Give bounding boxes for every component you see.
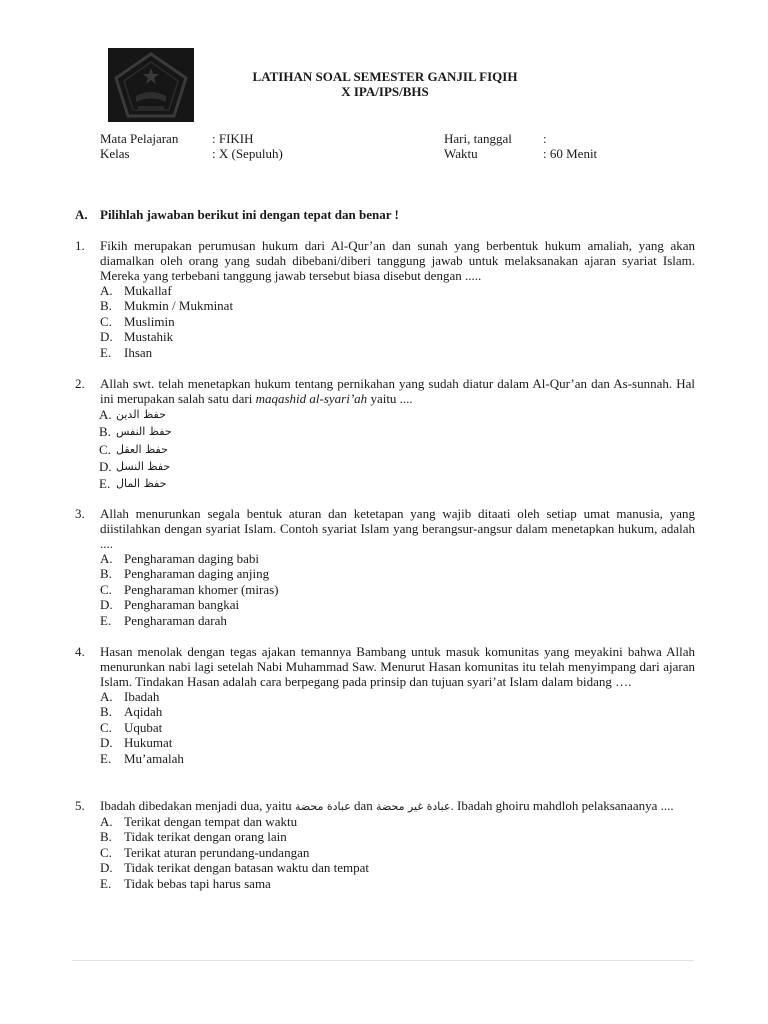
question-stem: Fikih merupakan perumusan hukum dari Al-Qur’an dan sunah yang berbentuk hukum amaliah, yang akan diamalkan oleh orang yang sudah dibebani/diberi tanggung jawab untuk melaksanakan ajaran syariat Islam. Mereka yang terbebani tanggung jawab tersebut biasa disebut dengan .....: [100, 238, 695, 283]
option-list: [100, 551, 695, 628]
question-number: 3.: [75, 506, 85, 521]
option-e[interactable]: E. Ihsan: [100, 344, 153, 360]
option-b[interactable]: B. حفظ النفس: [99, 424, 172, 440]
question-1: [75, 238, 695, 360]
question-stem: Allah swt. telah menetapkan hukum tentang pernikahan yang sudah diatur dalam Al-Qur’an dan As-sunnah. Hal ini merupakan salah satu dari maqashid al-syari’ah yaitu ....: [100, 376, 695, 406]
option-c[interactable]: C. Terikat aturan perundang-undangan: [100, 844, 310, 860]
option-c[interactable]: C. Pengharaman khomer (miras): [100, 581, 279, 597]
date-label: Hari, tanggal: [444, 131, 512, 146]
option-c[interactable]: C. Uqubat: [100, 719, 163, 735]
option-list: [100, 814, 695, 891]
option-c[interactable]: C. حفظ العقل: [99, 441, 168, 457]
option-list: [100, 689, 695, 766]
option-a[interactable]: A. Pengharaman daging babi: [100, 551, 260, 566]
option-d[interactable]: D. Mustahik: [100, 329, 174, 345]
option-b[interactable]: B. Pengharaman daging anjing: [100, 566, 270, 582]
arabic-term-ghairu-mahdhah: عبادة غير محضة: [376, 800, 451, 813]
school-emblem-logo: [108, 48, 194, 122]
section-label: A.: [75, 207, 88, 222]
option-list: [99, 406, 695, 492]
question-number: 1.: [75, 238, 85, 253]
time-label: Waktu: [444, 146, 478, 161]
arabic-term-mahdhah: عبادة محضة: [294, 800, 351, 813]
question-number: 2.: [75, 376, 85, 391]
option-list: [100, 283, 695, 360]
option-e[interactable]: E. Pengharaman darah: [100, 612, 227, 628]
option-e[interactable]: E. حفظ المال: [99, 476, 167, 492]
option-e[interactable]: E. Mu’amalah: [100, 750, 184, 766]
option-a[interactable]: A. Mukallaf: [100, 283, 172, 298]
option-b[interactable]: B. Mukmin / Mukminat: [100, 298, 234, 314]
option-a[interactable]: A. Terikat dengan tempat dan waktu: [100, 814, 298, 829]
option-d[interactable]: D. Hukumat: [100, 735, 173, 751]
section-instruction: Pilihlah jawaban berikut ini dengan tepat dan benar !: [100, 207, 399, 222]
question-number: 4.: [75, 644, 85, 659]
option-a[interactable]: A. حفظ الدين: [99, 407, 166, 422]
question-stem: Allah menurunkan segala bentuk aturan dan ketetapan yang wajib ditaati oleh setiap umat manusia, yang diistilahkan dengan syariat Islam. Contoh syariat Islam yang berangsur-angsur dalam menetapkan hukum, adalah ....: [100, 506, 695, 551]
page-footer-divider: [72, 960, 694, 961]
option-b[interactable]: B. Aqidah: [100, 704, 163, 720]
option-c[interactable]: C. Muslimin: [100, 313, 175, 329]
option-b[interactable]: B. Tidak terikat dengan orang lain: [100, 829, 287, 845]
question-3: [75, 506, 695, 628]
emblem-icon: [108, 48, 194, 122]
page-title: LATIHAN SOAL SEMESTER GANJIL FIQIH: [252, 69, 518, 84]
option-e[interactable]: E. Tidak bebas tapi harus sama: [100, 875, 271, 891]
italic-term: maqashid al-syari’ah: [255, 391, 368, 406]
class-label: Kelas: [100, 146, 130, 161]
date-value: :: [543, 131, 547, 146]
option-d[interactable]: D. حفظ النسل: [99, 458, 171, 474]
option-d[interactable]: D. Pengharaman bangkai: [100, 597, 240, 613]
question-2: [75, 376, 695, 492]
question-stem: Hasan menolak dengan tegas ajakan temannya Bambang untuk masuk komunitas yang meyakini bahwa Allah menurunkan nabi lagi setelah Nabi Muhammad Saw. Menurut Hasan komunitas itu telah menyimpang dari ajaran Islam. Tindakan Hasan adalah cara berpegang pada prinsip dan tujuan syari’at Islam dalam bidang ….: [100, 644, 695, 689]
time-value: : 60 Menit: [543, 146, 598, 161]
question-5: [75, 798, 695, 891]
subject-label: Mata Pelajaran: [100, 131, 179, 146]
option-a[interactable]: A. Ibadah: [100, 689, 160, 704]
subject-value: : FIKIH: [212, 131, 254, 146]
class-value: : X (Sepuluh): [212, 146, 283, 161]
question-4: [75, 644, 695, 766]
question-number: 5.: [75, 798, 85, 813]
page-subtitle: X IPA/IPS/BHS: [341, 84, 429, 99]
option-d[interactable]: D. Tidak terikat dengan batasan waktu dan tempat: [100, 860, 370, 876]
question-stem: Ibadah dibedakan menjadi dua, yaitu عبادة محضة dan عبادة غير محضة. Ibadah ghoiru mahdloh pelaksanaanya ....: [100, 798, 674, 813]
